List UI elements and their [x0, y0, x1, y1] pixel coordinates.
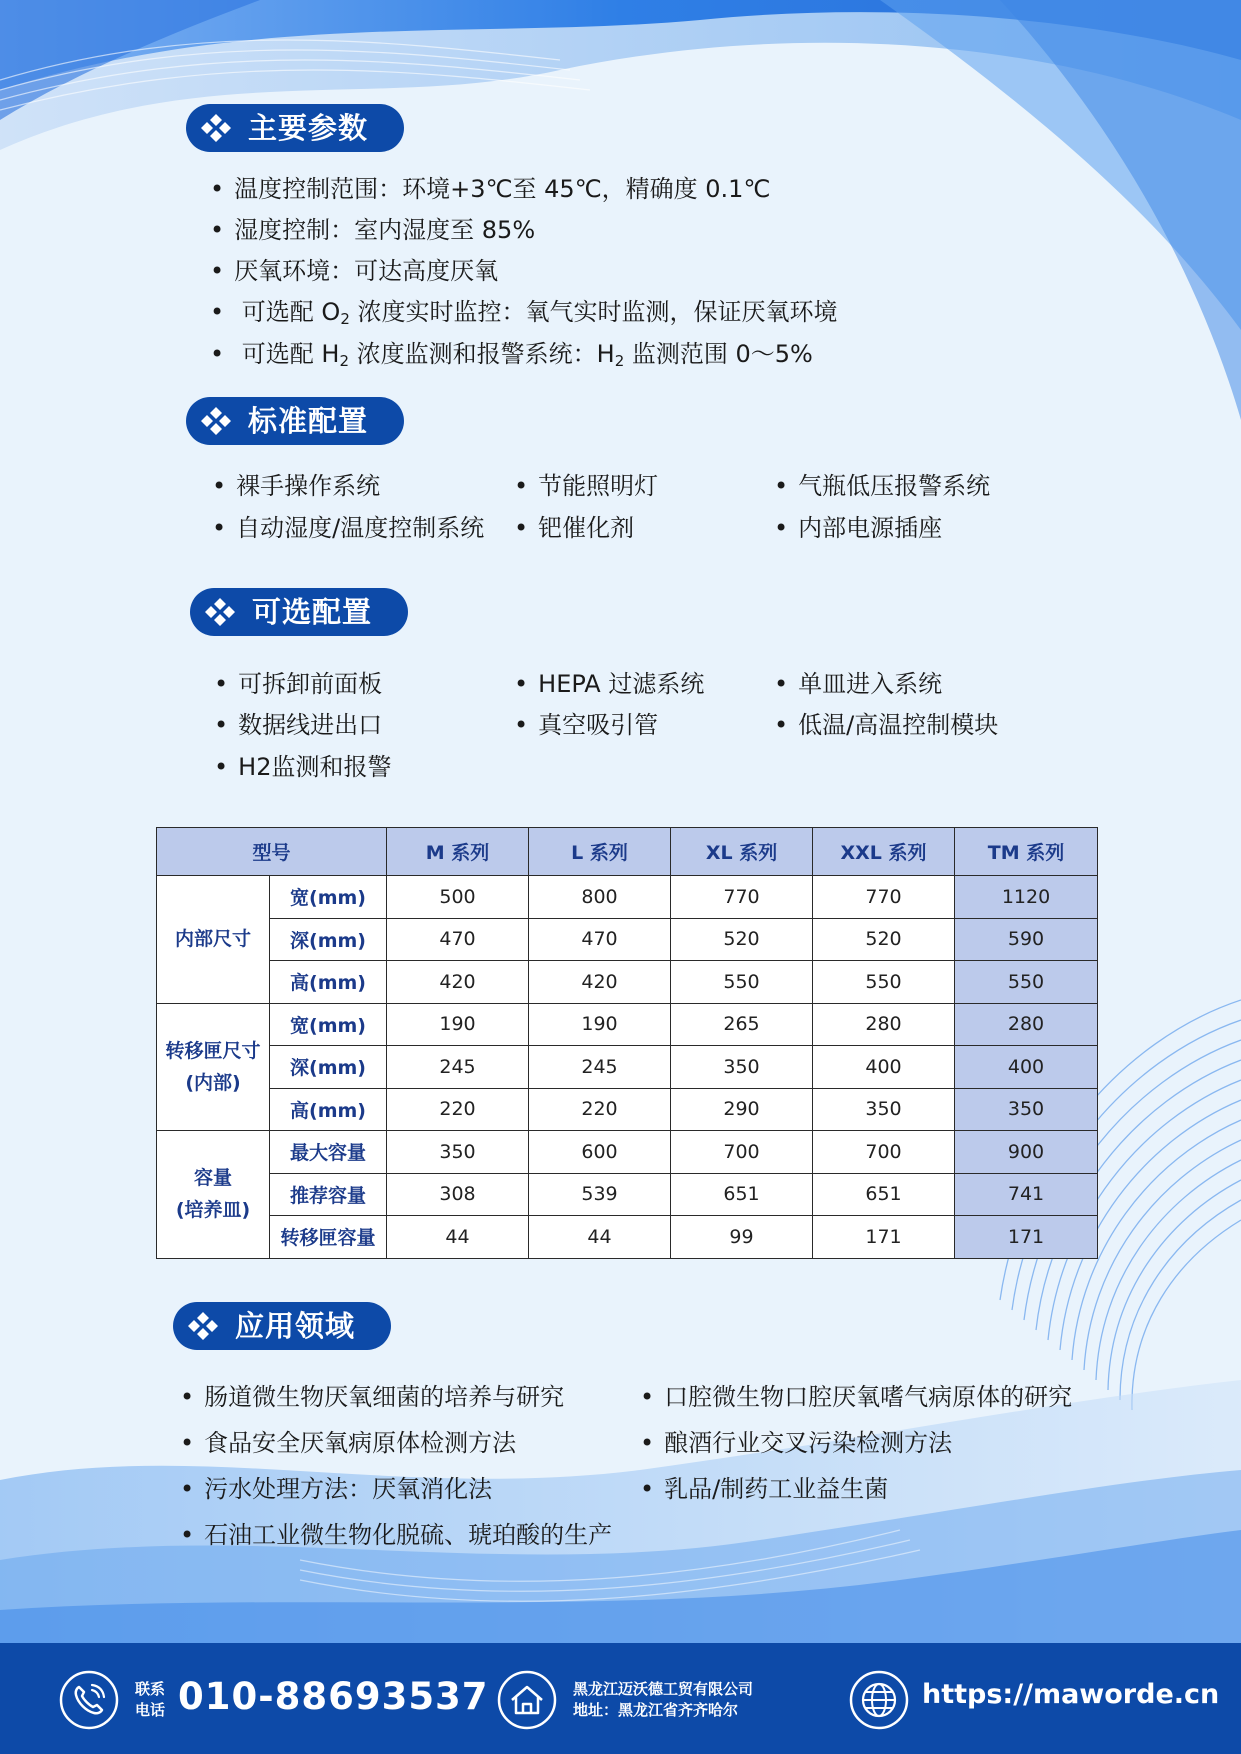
section-header-standard — [186, 397, 404, 445]
table-cell: 770 — [813, 876, 955, 919]
table-cell: 420 — [529, 961, 671, 1004]
table-cell: 500 — [387, 876, 529, 919]
table-cell: 770 — [671, 876, 813, 919]
row-label: 高(mm) — [270, 1088, 387, 1131]
standard-item: • 自动湿度/温度控制系统 — [212, 513, 484, 543]
phone-icon — [59, 1670, 119, 1730]
table-cell: 265 — [671, 1003, 813, 1046]
table-cell: 350 — [387, 1131, 529, 1174]
table-cell: 590 — [955, 918, 1098, 961]
o2-pre: 可选配 O — [241, 298, 341, 326]
row-label: 转移匣容量 — [270, 1216, 387, 1259]
row-label: 深(mm) — [270, 1046, 387, 1089]
contact-label-2: 电话 — [135, 1701, 166, 1719]
section-header-optional — [190, 588, 408, 636]
table-row — [157, 961, 1098, 1004]
optional-item: • HEPA 过滤系统 — [514, 669, 704, 699]
company-name: 黑龙江迈沃德工贸有限公司 — [573, 1680, 754, 1698]
column-header: XXL 系列 — [813, 828, 955, 876]
column-header: L 系列 — [529, 828, 671, 876]
param-item: • 湿度控制：室内湿度至 85% — [210, 215, 535, 245]
table-cell: 550 — [955, 961, 1098, 1004]
application-item: • 口腔微生物口腔厌氧嗜气病原体的研究 — [640, 1382, 1072, 1412]
table-cell: 44 — [387, 1216, 529, 1259]
diamond-cluster-icon — [187, 1311, 219, 1341]
table-cell: 400 — [813, 1046, 955, 1089]
column-header: M 系列 — [387, 828, 529, 876]
column-header: 型号 — [157, 828, 387, 876]
group-label — [157, 1131, 270, 1259]
table-header-row — [157, 828, 1098, 876]
standard-item: • 内部电源插座 — [774, 513, 942, 543]
company-address: 地址：黑龙江省齐齐哈尔 — [573, 1701, 739, 1719]
table-cell: 470 — [387, 918, 529, 961]
group-label-line: 容量 — [193, 1167, 232, 1190]
optional-item: • 单皿进入系统 — [774, 669, 942, 699]
h2-sub2: 2 — [614, 352, 625, 370]
h2-post: 监测范围 0～5% — [624, 340, 813, 368]
table-cell: 290 — [671, 1088, 813, 1131]
row-label: 宽(mm) — [270, 1003, 387, 1046]
table-cell: 350 — [671, 1046, 813, 1089]
table-cell: 99 — [671, 1216, 813, 1259]
table-cell: 800 — [529, 876, 671, 919]
section-header-params — [186, 104, 404, 152]
table-cell: 190 — [529, 1003, 671, 1046]
section-header-applications — [173, 1302, 391, 1350]
column-header: TM 系列 — [955, 828, 1098, 876]
group-label — [157, 876, 270, 1004]
table-cell: 44 — [529, 1216, 671, 1259]
param-item: • 温度控制范围：环境+3℃至 45℃，精确度 0.1℃ — [210, 174, 770, 204]
param-item: • 厌氧环境：可达高度厌氧 — [210, 256, 498, 286]
table-cell: 400 — [955, 1046, 1098, 1089]
row-label: 深(mm) — [270, 918, 387, 961]
section-title: 标准配置 — [248, 404, 369, 438]
group-label — [157, 1003, 270, 1131]
table-cell: 171 — [813, 1216, 955, 1259]
application-item: • 肠道微生物厌氧细菌的培养与研究 — [180, 1382, 564, 1412]
diamond-cluster-icon — [200, 406, 232, 436]
table-cell: 900 — [955, 1131, 1098, 1174]
table-cell: 350 — [955, 1088, 1098, 1131]
table-cell: 550 — [813, 961, 955, 1004]
table-cell: 520 — [813, 918, 955, 961]
optional-item: • H2监测和报警 — [214, 752, 391, 782]
table-cell: 245 — [387, 1046, 529, 1089]
footer-bar — [0, 1643, 1241, 1754]
o2-sub: 2 — [340, 310, 350, 328]
table-cell: 700 — [813, 1131, 955, 1174]
group-label-line: (内部) — [185, 1071, 241, 1094]
section-title: 应用领域 — [235, 1309, 356, 1343]
optional-item: • 数据线进出口 — [214, 710, 382, 740]
table-row — [157, 1216, 1098, 1259]
table-cell: 539 — [529, 1173, 671, 1216]
row-label: 推荐容量 — [270, 1173, 387, 1216]
row-label: 宽(mm) — [270, 876, 387, 919]
table-row — [157, 1003, 1098, 1046]
table-row — [157, 1046, 1098, 1089]
contact-label-1: 联系 — [135, 1680, 166, 1698]
table-cell: 308 — [387, 1173, 529, 1216]
website-link[interactable]: https://maworde.cn — [922, 1679, 1220, 1710]
h2-sub: 2 — [339, 352, 350, 370]
table-row — [157, 1173, 1098, 1216]
table-row — [157, 1131, 1098, 1174]
table-cell: 651 — [671, 1173, 813, 1216]
table-cell: 520 — [671, 918, 813, 961]
row-label: 高(mm) — [270, 961, 387, 1004]
table-cell: 280 — [955, 1003, 1098, 1046]
diamond-cluster-icon — [204, 597, 236, 627]
group-label-line: 内部尺寸 — [174, 928, 251, 951]
diamond-cluster-icon — [200, 113, 232, 143]
section-title: 可选配置 — [252, 595, 373, 629]
table-cell: 280 — [813, 1003, 955, 1046]
param-item-o2 — [210, 297, 838, 334]
application-item: • 酿酒行业交叉污染检测方法 — [640, 1428, 952, 1458]
home-icon — [497, 1670, 557, 1730]
table-cell: 550 — [671, 961, 813, 1004]
table-row — [157, 918, 1098, 961]
globe-icon — [849, 1670, 909, 1730]
table-cell: 245 — [529, 1046, 671, 1089]
standard-item: • 节能照明灯 — [514, 471, 658, 501]
table-cell: 470 — [529, 918, 671, 961]
standard-item: • 气瓶低压报警系统 — [774, 471, 990, 501]
table-cell: 350 — [813, 1088, 955, 1131]
param-item-h2 — [210, 339, 813, 376]
optional-item: • 可拆卸前面板 — [214, 669, 382, 699]
table-cell: 220 — [529, 1088, 671, 1131]
h2-mid: 浓度监测和报警系统：H — [349, 340, 615, 368]
h2-pre: 可选配 H — [241, 340, 340, 368]
table-cell: 190 — [387, 1003, 529, 1046]
spec-table — [156, 827, 1098, 1259]
table-row — [157, 876, 1098, 919]
optional-item: • 低温/高温控制模块 — [774, 710, 998, 740]
table-cell: 651 — [813, 1173, 955, 1216]
phone-number: 010-88693537 — [178, 1675, 489, 1718]
table-row — [157, 1088, 1098, 1131]
table-cell: 1120 — [955, 876, 1098, 919]
standard-item: • 裸手操作系统 — [212, 471, 380, 501]
application-item: • 乳品/制药工业益生菌 — [640, 1474, 888, 1504]
o2-post: 浓度实时监控：氧气实时监测，保证厌氧环境 — [349, 298, 838, 326]
table-cell: 700 — [671, 1131, 813, 1174]
table-cell: 600 — [529, 1131, 671, 1174]
section-title: 主要参数 — [248, 111, 369, 145]
optional-item: • 真空吸引管 — [514, 710, 658, 740]
standard-item: • 钯催化剂 — [514, 513, 634, 543]
group-label-line: (培养皿) — [175, 1199, 251, 1222]
table-cell: 420 — [387, 961, 529, 1004]
table-cell: 171 — [955, 1216, 1098, 1259]
group-label-line: 转移匣尺寸 — [165, 1039, 261, 1062]
table-cell: 220 — [387, 1088, 529, 1131]
row-label: 最大容量 — [270, 1131, 387, 1174]
table-cell: 741 — [955, 1173, 1098, 1216]
application-item: • 食品安全厌氧病原体检测方法 — [180, 1428, 516, 1458]
column-header: XL 系列 — [671, 828, 813, 876]
application-item: • 石油工业微生物化脱硫、琥珀酸的生产 — [180, 1520, 612, 1550]
application-item: • 污水处理方法：厌氧消化法 — [180, 1474, 492, 1504]
